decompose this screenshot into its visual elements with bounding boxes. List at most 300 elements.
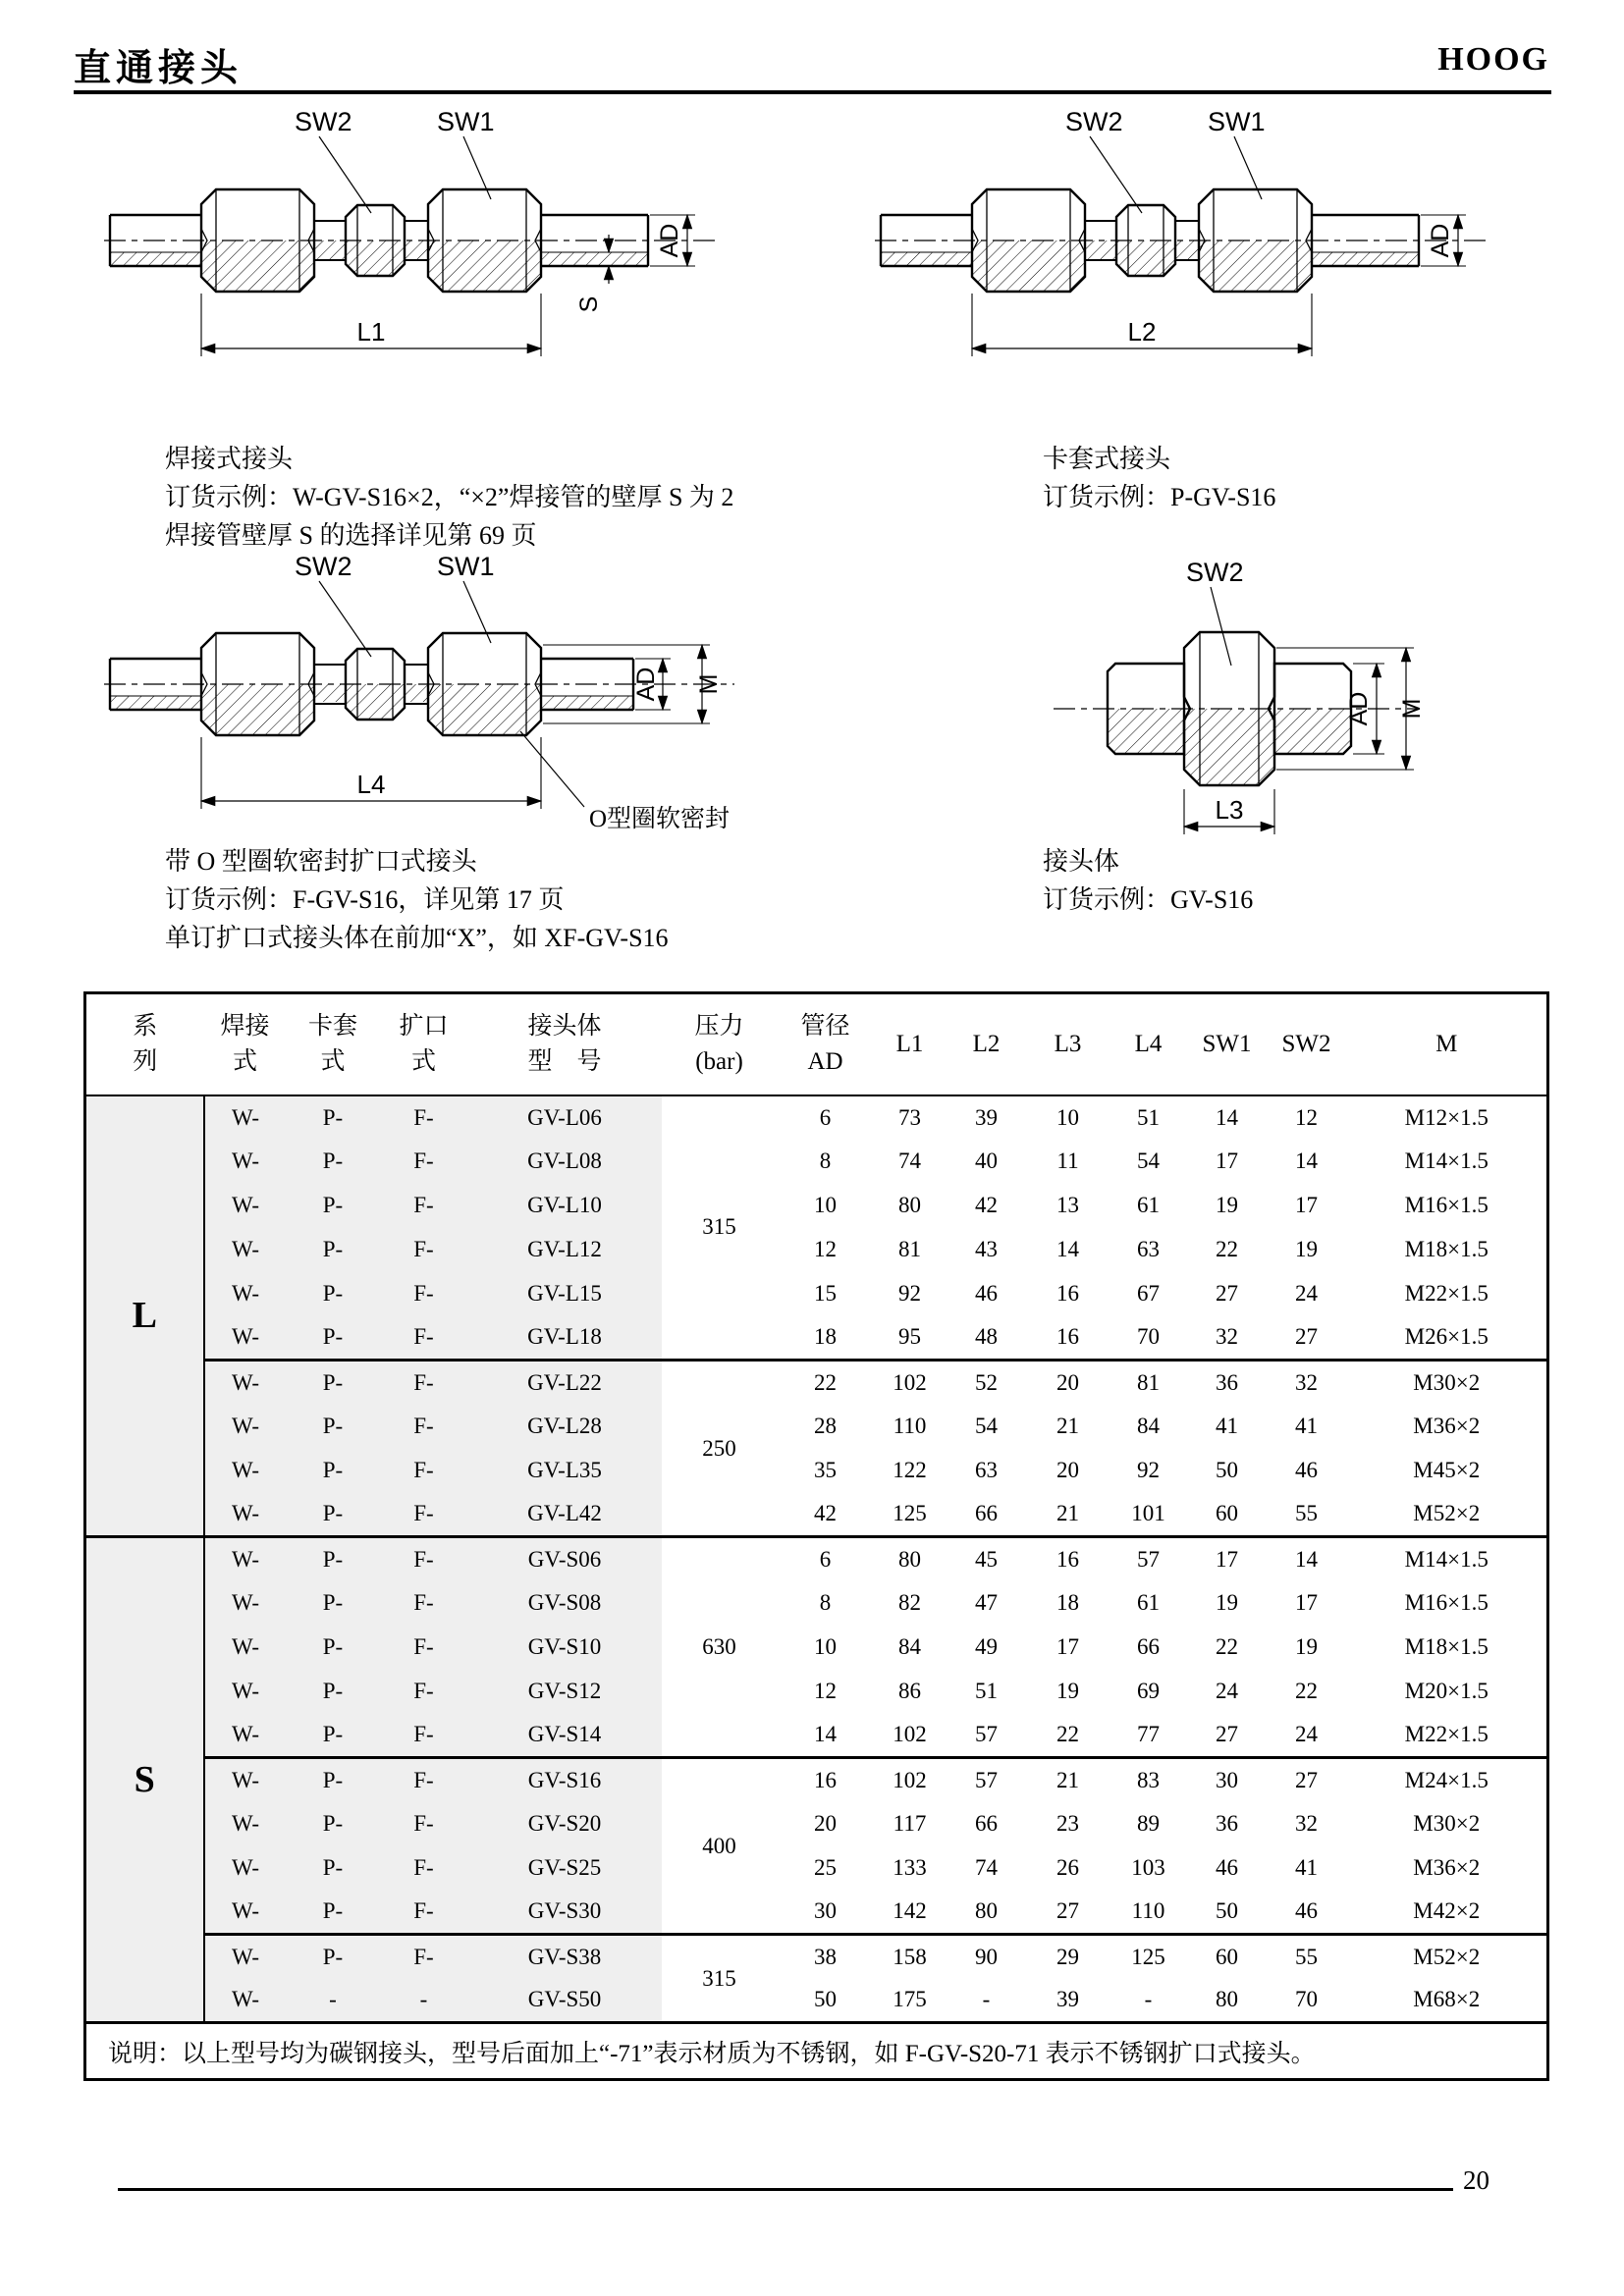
table-row <box>85 1184 1548 1228</box>
cell-m: M52×2 <box>1347 1935 1548 1979</box>
cell-m: M36×2 <box>1413 1414 1481 1438</box>
cell-ad: 28 <box>814 1414 837 1438</box>
col-header-11: SW1 <box>1188 993 1267 1095</box>
cell-m: M45×2 <box>1413 1458 1481 1482</box>
cell-l3: 21 <box>1056 1414 1079 1438</box>
cell-m: M14×1.5 <box>1404 1148 1489 1173</box>
brand-logo: HOOG <box>1437 41 1549 78</box>
table-row <box>85 1228 1548 1272</box>
cell-p: P- <box>287 1272 380 1316</box>
cell-l3: 27 <box>1056 1898 1079 1924</box>
table-row <box>85 1361 1548 1405</box>
caption-line: 接头体 <box>1043 847 1120 876</box>
cell-l3: 39 <box>1056 1987 1079 2012</box>
cell-w: W- <box>204 1537 287 1581</box>
cell-l4: 77 <box>1137 1722 1160 1747</box>
cell-w: W- <box>204 1670 287 1714</box>
cell-model: GV-S38 <box>468 1935 662 1979</box>
header-rule <box>74 90 1551 94</box>
cell-l4: 61 <box>1137 1590 1160 1615</box>
cell-l3: 11 <box>1056 1148 1079 1173</box>
cell-model: GV-S10 <box>468 1626 662 1670</box>
cell-l2: 42 <box>975 1193 998 1217</box>
cell-m: M24×1.5 <box>1347 1758 1548 1802</box>
cell-w: W- <box>204 1626 287 1670</box>
cell-sw1: 36 <box>1188 1361 1267 1405</box>
body-caption <box>1043 842 1534 919</box>
cell-ad: 12 <box>814 1679 837 1703</box>
cell-p: P- <box>287 1758 380 1802</box>
m-dim-label: M <box>695 673 723 695</box>
cell-sw2: 55 <box>1295 1501 1318 1526</box>
cell-l4: 125 <box>1110 1935 1188 1979</box>
cell-ad: 10 <box>814 1634 837 1659</box>
table-row <box>85 1537 1548 1581</box>
l1-dim-label: L1 <box>356 317 386 347</box>
caption-line: 焊接式接头 <box>165 445 294 473</box>
cell-l2: 47 <box>975 1590 998 1615</box>
cell-model: GV-S25 <box>468 1846 662 1891</box>
caption-line: 焊接管壁厚 S 的选择详见第 69 页 <box>165 521 537 550</box>
cell-sw2: 19 <box>1295 1237 1318 1261</box>
cell-sw1: 32 <box>1216 1324 1238 1350</box>
cell-l3: 16 <box>1056 1324 1079 1350</box>
cell-l2: 74 <box>975 1855 998 1880</box>
cell-f: F- <box>380 1846 468 1891</box>
cell-l3: 20 <box>1027 1361 1110 1405</box>
cell-w: W- <box>204 1714 287 1758</box>
cell-model: GV-L08 <box>468 1140 662 1184</box>
body-fitting-figure <box>1039 552 1432 846</box>
cell-sw2: 24 <box>1295 1722 1318 1747</box>
cell-ad: 6 <box>819 1104 832 1130</box>
cell-w: W- <box>204 1802 287 1846</box>
table-row <box>85 1714 1548 1758</box>
cell-l1: 125 <box>893 1501 927 1526</box>
cell-f: F- <box>380 1891 468 1935</box>
table-row <box>85 1846 1548 1891</box>
cell-sw2: 46 <box>1295 1458 1318 1482</box>
cell-ad: 50 <box>814 1987 837 2012</box>
cell-m: M18×1.5 <box>1404 1634 1489 1659</box>
cell-l2: 54 <box>975 1414 998 1438</box>
cell-l3: 22 <box>1056 1722 1079 1747</box>
cell-l2: 66 <box>975 1501 998 1526</box>
cell-sw2: 46 <box>1295 1898 1318 1924</box>
cell-ad: 35 <box>814 1458 837 1482</box>
m-dim-label: M <box>1398 698 1426 720</box>
table-note: 说明：以上型号均为碳钢接头，型号后面加上“-71”表示材质为不锈钢，如 F-GV-S20-71 表示不锈钢扩口式接头。 <box>85 2023 1548 2080</box>
cell-m: M52×2 <box>1413 1501 1481 1526</box>
cell-l4: 84 <box>1137 1414 1160 1438</box>
cell-model: GV-L15 <box>468 1272 662 1316</box>
cell-sw1: 41 <box>1216 1414 1238 1438</box>
cell-l1: 80 <box>898 1193 921 1217</box>
cell-model: GV-L28 <box>468 1405 662 1449</box>
cell-l1: 74 <box>898 1148 921 1173</box>
cell-l4: 83 <box>1110 1758 1188 1802</box>
cell-m: M68×2 <box>1413 1987 1481 2012</box>
cell-p: - <box>287 1979 380 2023</box>
ad-dim-label: AD <box>656 223 683 258</box>
col-header-8: L2 <box>947 993 1027 1095</box>
cell-w: W- <box>204 1361 287 1405</box>
cell-l1: 84 <box>898 1634 921 1659</box>
col-header-6: 管径 AD <box>778 993 874 1095</box>
caption-line: 订货示例：P-GV-S16 <box>1043 483 1276 511</box>
cell-sw1: 80 <box>1216 1987 1238 2012</box>
cell-l2: 46 <box>975 1281 998 1306</box>
table-row <box>85 1802 1548 1846</box>
cell-p: P- <box>287 1846 380 1891</box>
cell-sw2: 32 <box>1295 1811 1318 1836</box>
ferrule-fitting-diagram <box>869 103 1497 368</box>
cell-ad: 22 <box>778 1361 874 1405</box>
cell-sw2: 19 <box>1295 1634 1318 1659</box>
cell-l2: 57 <box>975 1722 998 1747</box>
cell-sw1: 22 <box>1216 1634 1238 1659</box>
table-row <box>85 1626 1548 1670</box>
cell-p: P- <box>287 1140 380 1184</box>
cell-l1: 95 <box>898 1324 921 1350</box>
cell-l4: 103 <box>1131 1855 1165 1880</box>
cell-l4: 63 <box>1137 1237 1160 1261</box>
cell-sw1: 17 <box>1216 1148 1238 1173</box>
drawing <box>875 136 1491 356</box>
cell-l1: 81 <box>898 1237 921 1261</box>
welded-fitting-figure <box>98 103 727 368</box>
cell-l3: 20 <box>1056 1458 1079 1482</box>
sw2-label: SW2 <box>295 552 352 581</box>
oring-callout-label: O型圈软密封 <box>589 806 731 832</box>
cell-l3: 16 <box>1027 1537 1110 1581</box>
table-row <box>85 1449 1548 1493</box>
cell-f: F- <box>380 1228 468 1272</box>
pressure-cell: 315 <box>702 1214 736 1240</box>
cell-l1: 102 <box>874 1758 947 1802</box>
cell-p: P- <box>287 1095 380 1140</box>
cell-m: M30×2 <box>1413 1811 1481 1836</box>
cell-sw2: 17 <box>1295 1590 1318 1615</box>
table-row <box>85 1891 1548 1935</box>
cell-w: W- <box>204 1449 287 1493</box>
cell-l2: 48 <box>975 1324 998 1350</box>
sw1-label: SW1 <box>437 107 495 136</box>
cell-l3: 17 <box>1056 1634 1079 1659</box>
cell-model: GV-L10 <box>468 1184 662 1228</box>
cell-sw1: 19 <box>1216 1193 1238 1217</box>
cell-sw1: 19 <box>1216 1590 1238 1615</box>
caption-line: 订货示例：F-GV-S16，详见第 17 页 <box>165 885 565 914</box>
cell-ad: 10 <box>814 1193 837 1217</box>
cell-sw1: 24 <box>1216 1679 1238 1703</box>
cell-m: M42×2 <box>1413 1898 1481 1924</box>
cell-f: F- <box>380 1758 468 1802</box>
cell-l4: 57 <box>1110 1537 1188 1581</box>
cell-sw2: 12 <box>1295 1104 1318 1130</box>
col-header-3: 扩口 式 <box>380 993 468 1095</box>
welded-caption <box>165 440 872 555</box>
cell-sw1: 14 <box>1216 1104 1238 1130</box>
cell-l1: 86 <box>898 1679 921 1703</box>
cell-p: P- <box>287 1228 380 1272</box>
cell-ad: 6 <box>778 1537 874 1581</box>
cell-model: GV-L35 <box>468 1449 662 1493</box>
cell-f: F- <box>380 1935 468 1979</box>
cell-sw2: 70 <box>1295 1987 1318 2012</box>
cell-p: P- <box>287 1493 380 1537</box>
cell-ad: 12 <box>814 1237 837 1261</box>
cell-f: F- <box>380 1626 468 1670</box>
cell-ad: 16 <box>778 1758 874 1802</box>
cell-l3: 19 <box>1056 1679 1079 1703</box>
ferrule-caption <box>1043 440 1534 516</box>
cell-l2: 57 <box>947 1758 1027 1802</box>
cell-model: GV-S30 <box>468 1891 662 1935</box>
sw2-label: SW2 <box>295 107 352 136</box>
cell-l3: 14 <box>1056 1237 1079 1261</box>
cell-l4: 51 <box>1137 1104 1160 1130</box>
cell-l2: 90 <box>947 1935 1027 1979</box>
cell-ad: 15 <box>814 1281 837 1306</box>
cell-f: - <box>380 1979 468 2023</box>
l4-dim-label: L4 <box>356 770 386 799</box>
cell-model: GV-S20 <box>468 1802 662 1846</box>
cell-f: F- <box>380 1405 468 1449</box>
cell-w: W- <box>204 1979 287 2023</box>
cell-m: M18×1.5 <box>1404 1237 1489 1261</box>
cell-f: F- <box>380 1140 468 1184</box>
table-row <box>85 1095 1548 1140</box>
cell-model: GV-S14 <box>468 1714 662 1758</box>
cell-sw1: 60 <box>1188 1935 1267 1979</box>
cell-f: F- <box>380 1095 468 1140</box>
cell-l1: 102 <box>874 1361 947 1405</box>
caption-line: 订货示例：W-GV-S16×2，“×2”焊接管的壁厚 S 为 2 <box>165 483 734 511</box>
cell-ad: 8 <box>819 1590 832 1615</box>
cell-f: F- <box>380 1537 468 1581</box>
cell-p: P- <box>287 1537 380 1581</box>
sw1-label: SW1 <box>1208 107 1266 136</box>
table-row <box>85 1935 1548 1979</box>
pressure-cell: 250 <box>662 1361 778 1537</box>
cell-l2: 63 <box>975 1458 998 1482</box>
cell-w: W- <box>204 1581 287 1626</box>
cell-ad: 8 <box>819 1148 832 1173</box>
col-header-4: 接头体 型 号 <box>468 993 662 1095</box>
cell-p: P- <box>287 1891 380 1935</box>
cell-f: F- <box>380 1361 468 1405</box>
table-row <box>85 1140 1548 1184</box>
ad-dim-label: AD <box>1345 691 1373 726</box>
cell-model: GV-S16 <box>468 1758 662 1802</box>
cell-sw2: 41 <box>1295 1855 1318 1880</box>
cell-m: M22×1.5 <box>1404 1722 1489 1747</box>
cell-m: M36×2 <box>1413 1855 1481 1880</box>
drawing <box>104 136 721 356</box>
cell-l1: 122 <box>893 1458 927 1482</box>
cell-sw2: 27 <box>1267 1758 1347 1802</box>
cell-ad: 42 <box>814 1501 837 1526</box>
cell-sw2: 24 <box>1295 1281 1318 1306</box>
cell-sw1: 27 <box>1216 1722 1238 1747</box>
cell-f: F- <box>380 1272 468 1316</box>
series-label: S <box>85 1537 204 2023</box>
ferrule-fitting-figure <box>869 103 1497 368</box>
cell-l4: 89 <box>1137 1811 1160 1836</box>
cell-l4: 81 <box>1110 1361 1188 1405</box>
s-dim-label: S <box>575 295 603 313</box>
cell-sw2: 55 <box>1267 1935 1347 1979</box>
caption-line: 带 O 型圈软密封扩口式接头 <box>165 847 477 876</box>
cell-sw1: 22 <box>1216 1237 1238 1261</box>
flared-caption <box>165 842 911 957</box>
cell-w: W- <box>204 1493 287 1537</box>
cell-l1: 102 <box>893 1722 927 1747</box>
cell-p: P- <box>287 1316 380 1361</box>
cell-sw1: 36 <box>1216 1811 1238 1836</box>
cell-m: M16×1.5 <box>1404 1590 1489 1615</box>
cell-w: W- <box>204 1405 287 1449</box>
cell-l3: 13 <box>1056 1193 1079 1217</box>
table-row <box>85 1405 1548 1449</box>
cell-m: M30×2 <box>1347 1361 1548 1405</box>
cell-sw1: 30 <box>1188 1758 1267 1802</box>
table-row <box>85 1979 1548 2023</box>
cell-sw1: 50 <box>1216 1898 1238 1924</box>
ad-dim-label: AD <box>1427 223 1454 258</box>
cell-w: W- <box>204 1935 287 1979</box>
cell-sw2: 27 <box>1295 1324 1318 1350</box>
cell-sw2: 22 <box>1295 1679 1318 1703</box>
cell-sw2: 17 <box>1295 1193 1318 1217</box>
table-row <box>85 1670 1548 1714</box>
cell-l4: 70 <box>1137 1324 1160 1350</box>
sw2-label: SW2 <box>1186 558 1244 587</box>
cell-l4: 92 <box>1137 1458 1160 1482</box>
col-header-9: L3 <box>1027 993 1110 1095</box>
flared-fitting-figure <box>98 552 746 846</box>
l3-dim-label: L3 <box>1215 795 1244 825</box>
cell-f: F- <box>380 1581 468 1626</box>
cell-l4: 69 <box>1137 1679 1160 1703</box>
cell-l1: 158 <box>874 1935 947 1979</box>
cell-p: P- <box>287 1581 380 1626</box>
cell-p: P- <box>287 1184 380 1228</box>
cell-model: GV-S06 <box>468 1537 662 1581</box>
l2-dim-label: L2 <box>1127 317 1157 347</box>
cell-sw1: 60 <box>1216 1501 1238 1526</box>
cell-sw1: 27 <box>1216 1281 1238 1306</box>
cell-l1: 73 <box>898 1104 921 1130</box>
col-header-2: 卡套 式 <box>287 993 380 1095</box>
cell-w: W- <box>204 1095 287 1140</box>
cell-l1: 133 <box>893 1855 927 1880</box>
cell-model: GV-S08 <box>468 1581 662 1626</box>
cell-l2: 49 <box>975 1634 998 1659</box>
cell-model: GV-L18 <box>468 1316 662 1361</box>
cell-f: F- <box>380 1184 468 1228</box>
body-fitting-diagram <box>1039 552 1432 846</box>
cell-w: W- <box>204 1891 287 1935</box>
cell-sw1: 46 <box>1216 1855 1238 1880</box>
dimension-table <box>83 991 1549 2081</box>
cell-l3: 21 <box>1056 1501 1079 1526</box>
pressure-cell: 400 <box>662 1758 778 1935</box>
cell-p: P- <box>287 1802 380 1846</box>
cell-p: P- <box>287 1935 380 1979</box>
cell-l3: 16 <box>1056 1281 1079 1306</box>
cell-l2: 66 <box>975 1811 998 1836</box>
cell-ad: 20 <box>814 1811 837 1836</box>
cell-p: P- <box>287 1670 380 1714</box>
cell-model: GV-L12 <box>468 1228 662 1272</box>
cell-m: M20×1.5 <box>1404 1679 1489 1703</box>
cell-f: F- <box>380 1670 468 1714</box>
caption-line: 订货示例：GV-S16 <box>1043 885 1254 914</box>
cell-l2: 80 <box>975 1898 998 1924</box>
cell-m: M22×1.5 <box>1404 1281 1489 1306</box>
cell-model: GV-L06 <box>468 1095 662 1140</box>
cell-m: M26×1.5 <box>1404 1324 1489 1350</box>
cell-l1: 110 <box>893 1414 927 1438</box>
cell-l4: 61 <box>1137 1193 1160 1217</box>
flared-fitting-diagram <box>98 552 746 846</box>
cell-model: GV-S50 <box>468 1979 662 2023</box>
cell-l4: 67 <box>1137 1281 1160 1306</box>
note-row <box>85 2023 1548 2080</box>
pressure-cell: 630 <box>662 1537 778 1758</box>
cell-w: W- <box>204 1846 287 1891</box>
cell-w: W- <box>204 1184 287 1228</box>
col-header-5: 压力 (bar) <box>662 993 778 1095</box>
cell-model: GV-S12 <box>468 1670 662 1714</box>
cell-l4: 110 <box>1131 1898 1165 1924</box>
cell-l3: 26 <box>1056 1855 1079 1880</box>
cell-ad: 14 <box>814 1722 837 1747</box>
cell-p: P- <box>287 1449 380 1493</box>
col-header-12: SW2 <box>1267 993 1347 1095</box>
cell-l1: 142 <box>893 1898 927 1924</box>
cell-l1: 82 <box>898 1590 921 1615</box>
cell-l3: 18 <box>1056 1590 1079 1615</box>
cell-l4: 54 <box>1137 1148 1160 1173</box>
cell-l2: 39 <box>975 1104 998 1130</box>
cell-sw2: 14 <box>1295 1148 1318 1173</box>
page-title: 直通接头 <box>74 48 244 89</box>
cell-model: GV-L42 <box>468 1493 662 1537</box>
col-header-1: 焊接 式 <box>204 993 287 1095</box>
cell-l2: 51 <box>975 1679 998 1703</box>
col-header-0: 系 列 <box>85 993 204 1095</box>
cell-l2: 52 <box>947 1361 1027 1405</box>
cell-ad: 18 <box>814 1324 837 1350</box>
cell-l3: 23 <box>1056 1811 1079 1836</box>
sw2-label: SW2 <box>1065 107 1123 136</box>
cell-w: W- <box>204 1316 287 1361</box>
cell-ad: 25 <box>814 1855 837 1880</box>
cell-m: M12×1.5 <box>1404 1104 1489 1130</box>
cell-l1: 92 <box>898 1281 921 1306</box>
cell-w: W- <box>204 1140 287 1184</box>
cell-l3: 10 <box>1056 1104 1079 1130</box>
cell-l3: 29 <box>1027 1935 1110 1979</box>
cell-sw2: 41 <box>1295 1414 1318 1438</box>
cell-f: F- <box>380 1449 468 1493</box>
cell-sw2: 32 <box>1267 1361 1347 1405</box>
cell-p: P- <box>287 1361 380 1405</box>
col-header-10: L4 <box>1110 993 1188 1095</box>
